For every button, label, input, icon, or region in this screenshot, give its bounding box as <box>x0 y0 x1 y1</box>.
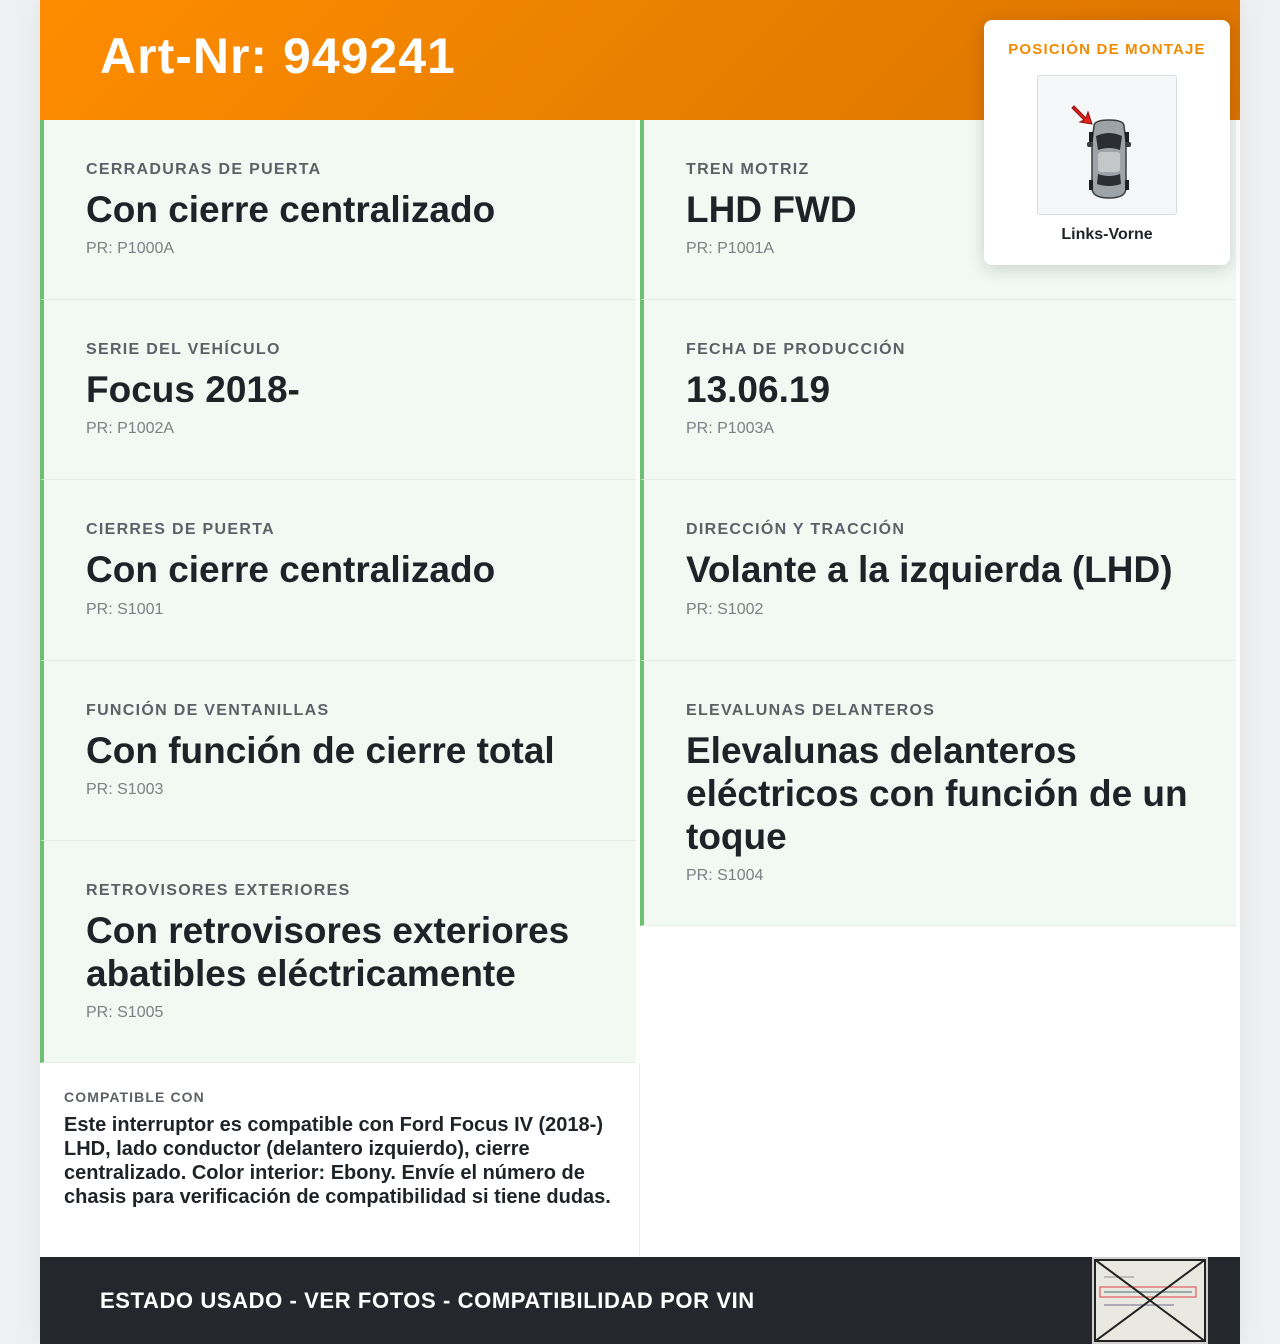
spec-label: RETROVISORES EXTERIORES <box>86 882 351 899</box>
spec-value: LHD FWD <box>686 189 857 230</box>
spec-cell-door-closures <box>40 480 636 661</box>
footer-text: ESTADO USADO - VER FOTOS - COMPATIBILIDAD POR VIN <box>100 1288 755 1313</box>
spec-label: CIERRES DE PUERTA <box>86 521 275 538</box>
label-thumbnail-illustration <box>1094 1259 1206 1342</box>
spec-cell-production-date <box>640 300 1236 480</box>
spec-sheet <box>40 0 1240 1344</box>
spec-cell-door-locks <box>40 120 636 300</box>
spec-label: SERIE DEL VEHÍCULO <box>86 341 281 358</box>
spec-value: Elevalunas delanteros eléctricos con función de un toque <box>686 730 1188 857</box>
spec-cell-steering-drive <box>640 480 1236 661</box>
spec-label: TREN MOTRIZ <box>686 161 810 178</box>
spec-code: PR: P1000A <box>86 240 175 257</box>
spec-code: PR: S1005 <box>86 1004 164 1021</box>
article-number-title: Art-Nr: 949241 <box>100 28 456 84</box>
spec-code: PR: S1001 <box>86 601 164 618</box>
spec-value: Con función de cierre total <box>86 730 555 771</box>
spec-label: CERRADURAS DE PUERTA <box>86 161 322 178</box>
spec-code: PR: S1004 <box>686 867 764 884</box>
spec-cell-window-function <box>40 661 636 841</box>
spec-label: FECHA DE PRODUCCIÓN <box>686 341 906 358</box>
spec-code: PR: S1002 <box>686 601 764 618</box>
compatibility-section <box>40 1063 640 1257</box>
spec-value: Con retrovisores exteriores abatibles eléctricamente <box>86 910 570 994</box>
spec-value: Con cierre centralizado <box>86 189 496 230</box>
footer-bar <box>40 1257 1240 1344</box>
spec-cell-front-windows <box>640 661 1236 926</box>
compatibility-text: Este interruptor es compatible con Ford Focus IV (2018-) LHD, lado conductor (delantero izquierdo), cierre centralizado. Color interior: Ebony. Envíe el número de chasis para verificación de compatibilidad si tiene dudas. <box>64 1114 611 1208</box>
label-photo-thumbnail <box>1092 1257 1208 1344</box>
spec-code: PR: S1003 <box>86 781 164 798</box>
spec-code: PR: P1003A <box>686 420 775 437</box>
spec-value: 13.06.19 <box>686 369 831 410</box>
spec-value: Focus 2018- <box>86 369 300 410</box>
spec-value: Con cierre centralizado <box>86 549 496 590</box>
mount-position-label: Links-Vorne <box>1061 226 1153 243</box>
spec-value: Volante a la izquierda (LHD) <box>686 549 1173 590</box>
spec-code: PR: P1002A <box>86 420 175 437</box>
car-top-view-icon <box>1037 75 1177 215</box>
spec-label: ELEVALUNAS DELANTEROS <box>686 702 936 719</box>
mount-position-card <box>984 20 1230 265</box>
spec-cell-exterior-mirrors <box>40 841 636 1063</box>
spec-label: FUNCIÓN DE VENTANILLAS <box>86 702 330 719</box>
spec-cell-vehicle-series <box>40 300 636 480</box>
car-top-view-illustration <box>1038 76 1176 214</box>
spec-label: DIRECCIÓN Y TRACCIÓN <box>686 521 906 538</box>
compatibility-label: COMPATIBLE CON <box>64 1089 205 1105</box>
spec-code: PR: P1001A <box>686 240 775 257</box>
mount-position-title: POSICIÓN DE MONTAJE <box>1008 41 1206 58</box>
